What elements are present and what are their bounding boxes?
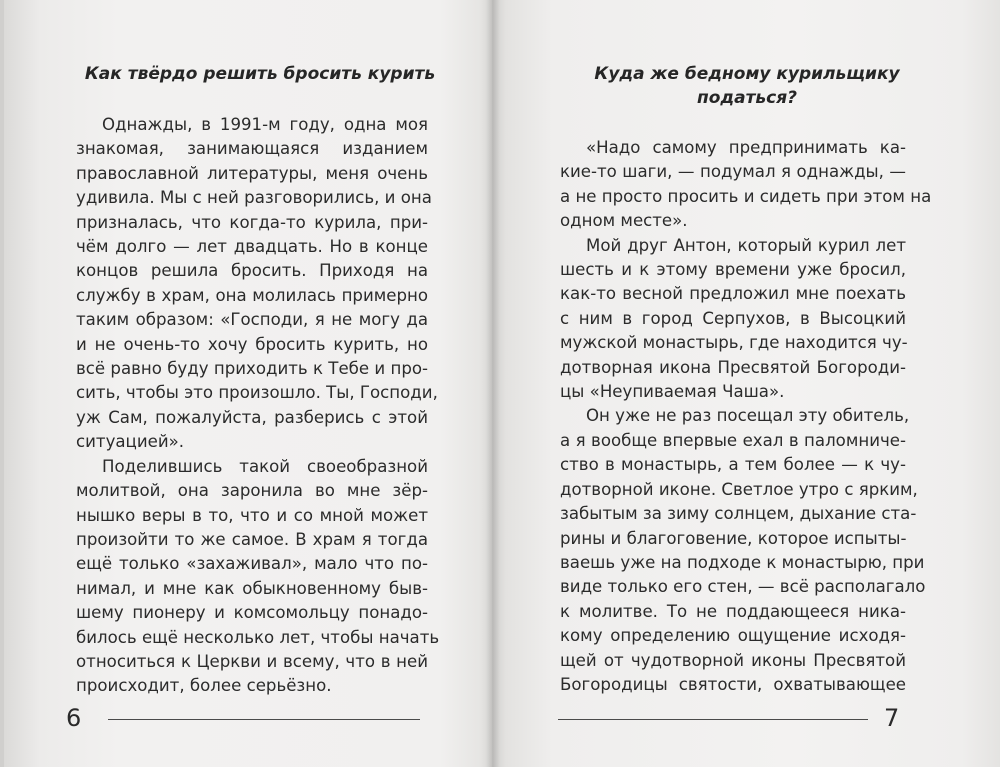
right-heading-line-2: податься?	[696, 88, 798, 108]
text-line: чём долго — лет двадцать. Но в конце	[76, 237, 428, 257]
right-page-body	[560, 136, 932, 697]
text-line: кому определению ощущение исходя-	[560, 626, 906, 646]
left-page-number: 6	[66, 704, 82, 732]
left-footer-rule	[108, 719, 420, 720]
text-line: рины и благоговение, которое испыты-	[560, 528, 907, 548]
text-line: ещё только «захаживал», мало что по-	[76, 554, 428, 574]
right-page	[492, 0, 1000, 767]
text-line: цы «Неупиваемая Чаша».	[560, 382, 785, 402]
text-line: православной литературы, меня очень	[76, 163, 428, 183]
text-line: относиться к Церкви и всему, что в ней	[76, 651, 428, 671]
text-line: с ним в город Серпухов, в Высоцкий	[560, 308, 906, 328]
text-line: как-то весной предложил мне поехать	[560, 284, 906, 304]
right-heading-line-1: Куда же бедному курильщику	[594, 64, 900, 84]
text-line: происходит, более серьёзно.	[76, 676, 332, 696]
text-line: нышко веры в то, что и со мной может	[76, 505, 428, 525]
page-edge	[0, 0, 4, 767]
text-line: призналась, что когда-то курила, при-	[76, 212, 428, 232]
text-line: ситуацией».	[76, 432, 185, 452]
text-line: билось ещё несколько лет, чтобы начать	[76, 627, 440, 647]
text-line: а я вообще впервые ехал в паломниче-	[560, 430, 906, 450]
left-page-body	[76, 113, 440, 699]
text-line: всё равно буду приходить к Тебе и про-	[76, 359, 428, 379]
text-line: мужской монастырь, где находится чу-	[560, 333, 908, 353]
text-line: дотворной иконе. Светлое утро с ярким,	[560, 479, 918, 499]
text-line: ваешь уже на подходе к монастырю, при	[560, 552, 925, 572]
text-line: нимал, и мне как обыкновенному быв-	[76, 578, 428, 598]
text-line: сить, чтобы это произошло. Ты, Господи,	[76, 383, 438, 403]
text-line: «Надо самому предпринимать ка-	[586, 138, 906, 157]
left-page-heading: Как твёрдо решить бросить курить	[84, 64, 436, 84]
text-line: дотворная икона Пресвятой Богороди-	[560, 357, 906, 377]
text-line: знакомая, занимающаяся изданием	[76, 139, 428, 159]
text-line: Богородицы святости, охватывающее	[560, 674, 906, 694]
text-line: Мой друг Антон, который курил лет	[586, 235, 906, 255]
text-line: службу в храм, она молилась примерно	[76, 285, 428, 305]
text-line: щей от чудотворной иконы Пресвятой	[560, 650, 906, 670]
text-line: уж Сам, пожалуйста, разберись с этой	[76, 407, 428, 427]
text-line: шему пионеру и комсомольцу понадо-	[76, 603, 428, 623]
text-line: к молитве. То не поддающееся ника-	[560, 601, 906, 621]
right-page-heading	[552, 62, 942, 110]
right-footer-rule	[558, 719, 868, 720]
text-line: удивила. Мы с ней разговорились, и она	[76, 188, 432, 208]
left-page	[0, 0, 492, 767]
text-line: Поделившись такой своеобразной	[102, 456, 428, 476]
text-line: кие-то шаги, — подумал я однажды, —	[560, 162, 906, 182]
text-line: забытым за зиму солнцем, дыхание ста-	[560, 504, 917, 524]
text-line: концов решила бросить. Приходя на	[76, 261, 428, 281]
text-line: и не очень-то хочу бросить курить, но	[76, 334, 428, 354]
text-line: виде только его стен, — всё располагало	[560, 577, 926, 597]
text-line: ство в монастырь, а тем более — к чу-	[560, 455, 906, 475]
text-line: молитвой, она заронила во мне зёр-	[76, 481, 428, 501]
text-line: таким образом: «Господи, я не могу да	[76, 310, 428, 330]
text-line: шесть и к этому времени уже бросил,	[560, 260, 906, 280]
right-page-number: 7	[884, 704, 900, 732]
text-line: произойти то же самое. В храм я тогда	[76, 529, 428, 549]
text-line: одном месте».	[560, 211, 688, 231]
text-line: а не просто просить и сидеть при этом на	[560, 186, 932, 206]
book-gutter	[486, 0, 500, 767]
text-line: Он уже не раз посещал эту обитель,	[586, 406, 910, 426]
text-line: Однажды, в 1991-м году, одна моя	[102, 115, 428, 134]
